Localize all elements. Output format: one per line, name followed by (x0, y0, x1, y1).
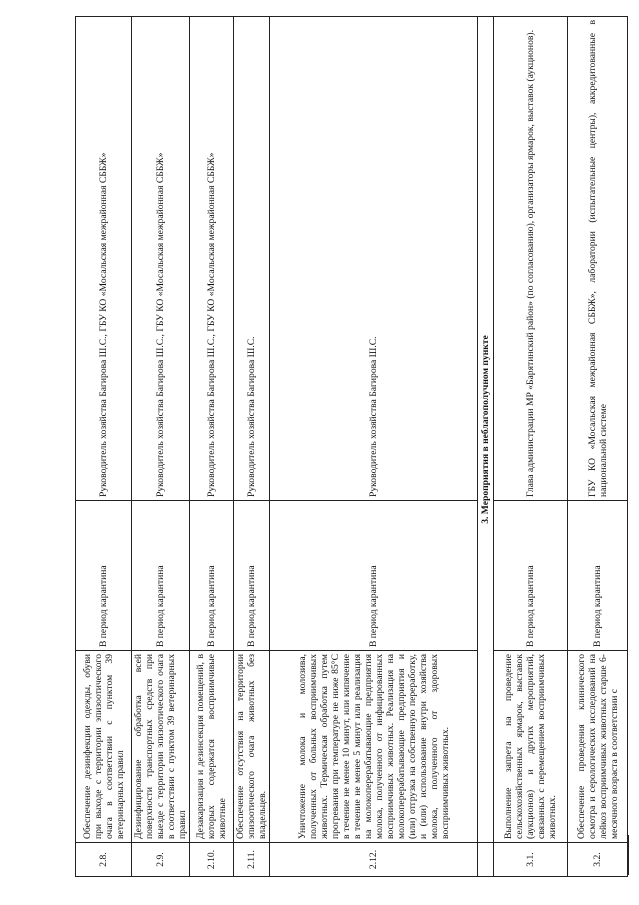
scan-edge-line (628, 835, 629, 875)
row-number: 3.1. (494, 843, 568, 877)
measure-cell: Обеспечение проведения клинического осмотра и серологических исследований на лейкоз восприимчивых животных старше 6-месячного возраста в соответствии с (568, 651, 628, 843)
term-cell: В период карантина (190, 501, 234, 651)
table-row (568, 17, 628, 877)
row-number: 2.12. (270, 843, 478, 877)
table-row (270, 17, 478, 877)
responsible-cell: Руководитель хозяйства Багирова Ш.С. (234, 17, 270, 501)
responsible-cell: ГБУ КО «Мосальская межрайонная СББЖ», лаборатории (испытательные центры), аккредитованные в национальной системе (568, 17, 628, 501)
term-cell: В период карантина (568, 501, 628, 651)
measure-cell: Дезинфицирование обработка всей поверхности транспортных средств при выезде с территории эпизоотического очага в соответствии с пунктом 39 ветеринарных правил (132, 651, 190, 843)
responsible-cell: Руководитель хозяйства Багирова Ш.С. (270, 17, 478, 501)
table-row (234, 17, 270, 877)
row-number: 2.8. (76, 843, 132, 877)
term-cell: В период карантина (132, 501, 190, 651)
row-number: 2.11. (234, 843, 270, 877)
section-row (478, 17, 494, 877)
row-number: 3.2. (568, 843, 628, 877)
measure-cell: Уничтожение молока и молозива, полученных от больных восприимчивых животных. Термическая обработка путем прогревания при температуре не ниже 85°С в течение не менее 10 минут, или кипячение в течение не менее 5 минут или реализация на молокоперерабатывающие предприятия молока, полученного от инфицированных восприимчивых животных. Реализация на молокоперерабатывающие предприятия и (или) отгрузка на собственную переработку, и (или) использование внутри хозяйства молока, полученного от здоровых восприимчивых животных. (270, 651, 478, 843)
term-cell: В период карантина (76, 501, 132, 651)
measure-cell: Дезакаризация и дезинсекция помещений, в которых содержатся восприимчивые животные (190, 651, 234, 843)
row-number: 2.10. (190, 843, 234, 877)
table-row (76, 17, 132, 877)
term-cell: В период карантина (270, 501, 478, 651)
responsible-cell: Руководитель хозяйства Багирова Ш.С., ГБУ КО «Мосальская межрайонная СББЖ» (76, 17, 132, 501)
measure-cell: Обеспечение отсутствия на территории эпизоотического очага животных без владельцев. (234, 651, 270, 843)
section-number-cell (478, 843, 494, 877)
term-cell: В период карантина (234, 501, 270, 651)
table-row (494, 17, 568, 877)
measure-cell: Обеспечение дезинфекции одежды, обуви при выходе с территории эпизоотического очага в соответствии с пунктом 39 ветеринарных правил (76, 651, 132, 843)
row-number: 2.9. (132, 843, 190, 877)
term-cell: В период карантина (494, 501, 568, 651)
measures-table (75, 16, 628, 877)
responsible-cell: Руководитель хозяйства Багирова Ш.С., ГБУ КО «Мосальская межрайонная СББЖ» (190, 17, 234, 501)
responsible-cell: Руководитель хозяйства Багирова Ш.С., ГБУ КО «Мосальская межрайонная СББЖ» (132, 17, 190, 501)
section-title: 3. Мероприятия в неблагополучном пункте (478, 17, 494, 843)
responsible-cell: Глава администрации МР «Барятинский район» (по согласованию), организаторы ярмарок, выставок (аукционов). (494, 17, 568, 501)
measure-cell: Выполнение запрета на проведение сельскохозяйственных ярмарок, выставок (аукционов) и других мероприятий, связанных с перемещением восприимчивых животных. (494, 651, 568, 843)
table-row (190, 17, 234, 877)
table-row (132, 17, 190, 877)
